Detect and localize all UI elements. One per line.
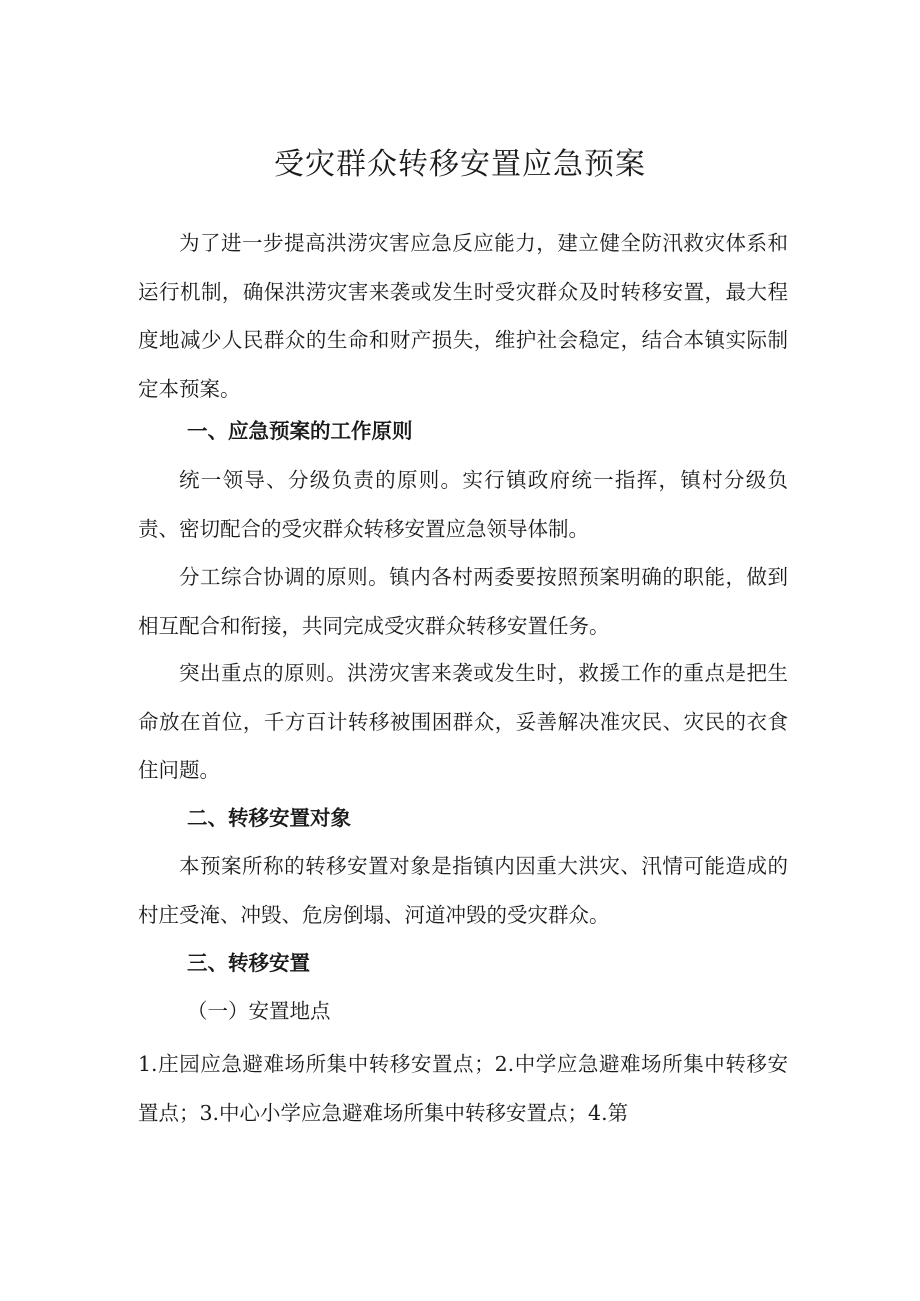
section-3-subheading: （一）安置地点 — [187, 999, 331, 1023]
section-1-paragraph-2: 分工综合协调的原则。镇内各村两委要按照预案明确的职能，做到相互配合和衔接，共同完成受灾群众转移安置任务。 — [138, 565, 788, 638]
section-3-paragraph-1: 1.庄园应急避难场所集中转移安置点；2.中学应急避难场所集中转移安置点；3.中心小学应急避难场所集中转移安置点；4.第 — [138, 1052, 788, 1125]
section-1-paragraph-1: 统一领导、分级负责的原则。实行镇政府统一指挥，镇村分级负责、密切配合的受灾群众转移安置应急领导体制。 — [138, 468, 788, 541]
section-1-heading: 一、应急预案的工作原则 — [187, 419, 413, 443]
section-3-heading: 三、转移安置 — [187, 951, 310, 975]
section-2-paragraph-1: 本预案所称的转移安置对象是指镇内因重大洪灾、汛情可能造成的村庄受淹、冲毁、危房倒塌、河道冲毁的受灾群众。 — [138, 854, 788, 927]
intro-paragraph: 为了进一步提高洪涝灾害应急反应能力，建立健全防汛救灾体系和运行机制，确保洪涝灾害来袭或发生时受灾群众及时转移安置，最大程度地减少人民群众的生命和财产损失，维护社会稳定，结合本镇实际制定本预案。 — [138, 231, 788, 401]
document-title: 受灾群众转移安置应急预案 — [274, 147, 646, 182]
section-1-paragraph-3: 突出重点的原则。洪涝灾害来袭或发生时，救援工作的重点是把生命放在首位，千方百计转移被围困群众，妥善解决准灾民、灾民的衣食住问题。 — [138, 661, 788, 782]
section-2-heading: 二、转移安置对象 — [187, 806, 351, 830]
